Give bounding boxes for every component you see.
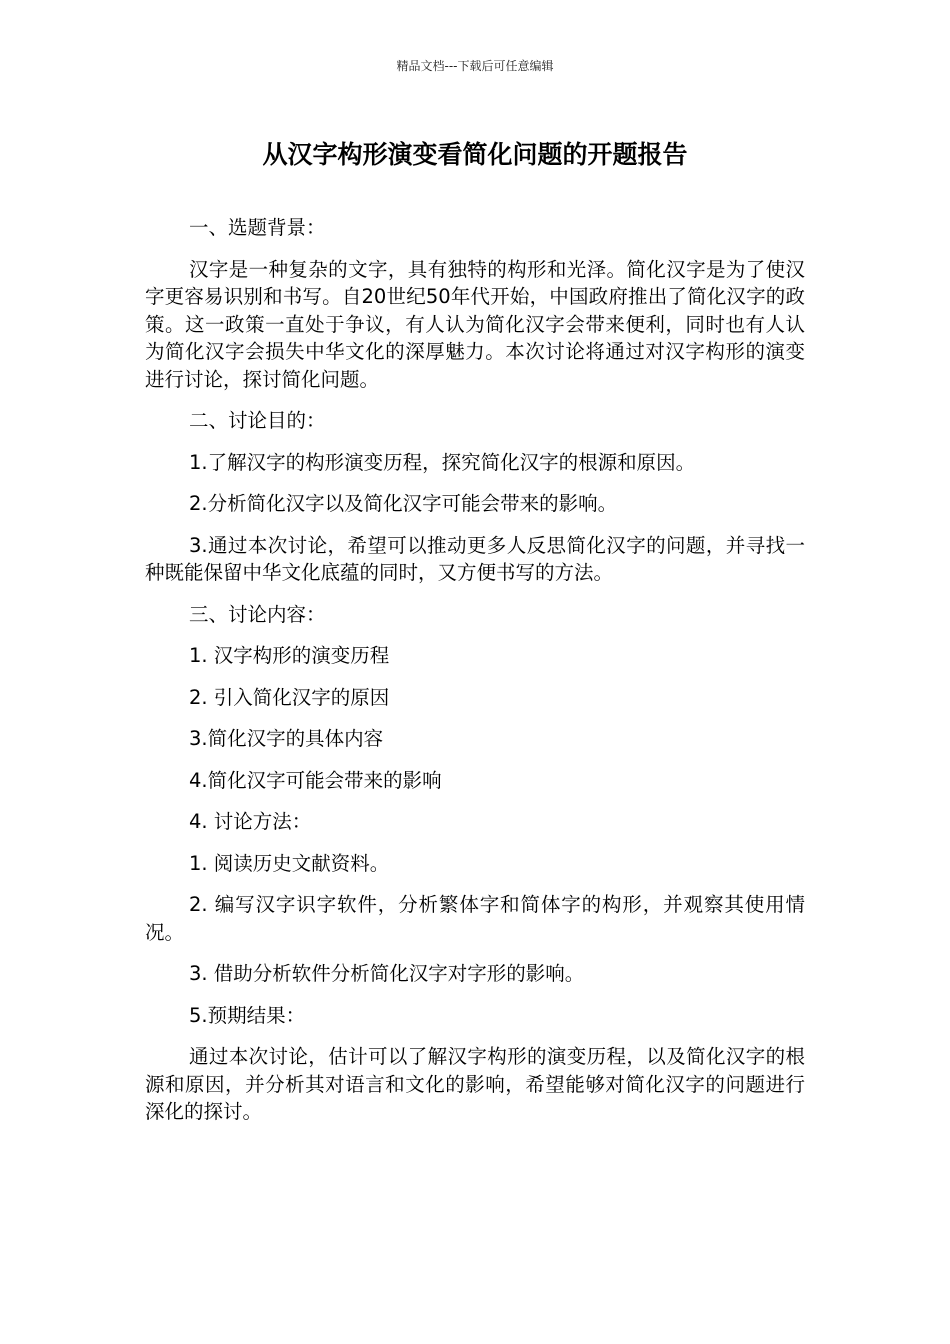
section-heading-background: 一、选题背景： xyxy=(189,216,326,239)
purpose-item-1: 1.了解汉字的构形演变历程，探究简化汉字的根源和原因。 xyxy=(189,450,696,474)
method-item-2: 2. 编写汉字识字软件，分析繁体字和简体字的构形，并观察其使用情况。 xyxy=(145,893,805,944)
method-item-3: 3. 借助分析软件分析简化汉字对字形的影响。 xyxy=(189,962,585,985)
purpose-item-3: 3.通过本次讨论，希望可以推动更多人反思简化汉字的问题，并寻找一种既能保留中华文化底蕴的同时，又方便书写的方法。 xyxy=(145,533,805,584)
section-heading-results: 5.预期结果： xyxy=(189,1003,306,1027)
results-paragraph: 通过本次讨论，估计可以了解汉字构形的演变历程，以及简化汉字的根源和原因，并分析其对语言和文化的影响，希望能够对简化汉字的问题进行深化的探讨。 xyxy=(145,1045,805,1123)
content-item-4: 4.简化汉字可能会带来的影响 xyxy=(189,768,442,792)
page-header-note: 精品文档---下载后可任意编辑 xyxy=(396,59,554,73)
document-body xyxy=(145,214,805,1140)
content-item-2: 2. 引入简化汉字的原因 xyxy=(189,685,390,709)
section-heading-purpose: 二、讨论目的： xyxy=(189,409,326,432)
document-title: 从汉字构形演变看简化问题的开题报告 xyxy=(262,140,688,169)
purpose-item-2: 2.分析简化汉字以及简化汉字可能会带来的影响。 xyxy=(189,492,618,515)
section-heading-methods: 4. 讨论方法： xyxy=(189,810,312,833)
section-heading-content: 三、讨论内容： xyxy=(189,602,326,626)
method-item-1: 1. 阅读历史文献资料。 xyxy=(189,851,390,875)
background-paragraph: 汉字是一种复杂的文字，具有独特的构形和光泽。简化汉字是为了使汉字更容易识别和书写。自20世纪50年代开始，中国政府推出了简化汉字的政策。这一政策一直处于争议，有人认为简化汉字会带来便利，同时也有人认为简化汉字会损失中华文化的深厚魅力。本次讨论将通过对汉字构形的演变进行讨论，探讨简化问题。 xyxy=(145,257,805,391)
content-item-1: 1. 汉字构形的演变历程 xyxy=(189,644,390,667)
content-item-3: 3.简化汉字的具体内容 xyxy=(189,727,384,750)
